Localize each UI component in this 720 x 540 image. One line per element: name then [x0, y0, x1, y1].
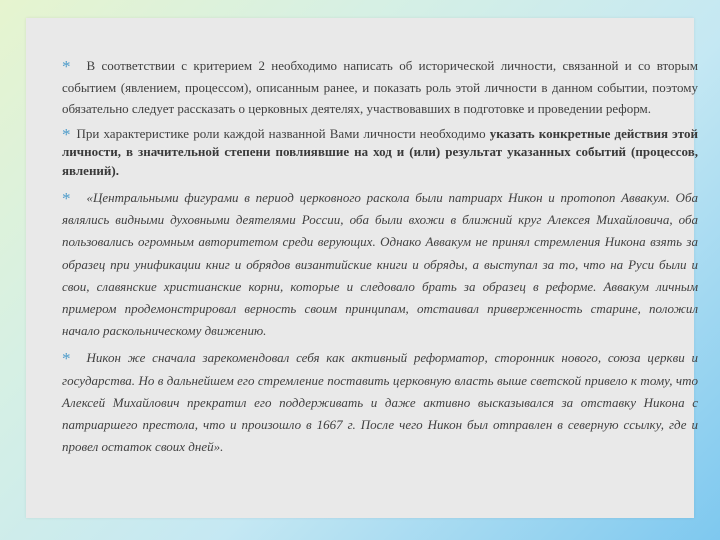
paragraph-quote-avvakum-text: «Центральными фигурами в период церковного раскола были патриарх Никон и протопоп Аввакум. Оба являлись видными духовными деятелями России, оба были вхожи в ближний круг Алексея Михайловича, оба пользовались огромным авторитетом среди верующих. Однако Аввакум не принял стремления Никона взять за образец при унификации книг и обрядов византийские книги и обряды, а выступал за то, что на Руси были и свои, славянские христианские корни, которые и следовало брать за образец в реформе. Аввакум личным примером продемонстрировал верность своим принципам, отстаивал приверженность старине, положил начало раскольническому движению. [62, 190, 698, 339]
paragraph-role [62, 124, 698, 181]
paragraph-role-emphasis: указать конкретные действия этой личности, в значительной степени повлиявшие на ход и (или) результат указанных событий (процессов, явлений). [62, 125, 698, 178]
paragraph-quote-avvakum [62, 186, 698, 342]
bullet-star-icon: * [62, 189, 71, 208]
paragraph-quote-nikon [62, 346, 698, 458]
bullet-star-icon: * [62, 349, 71, 369]
paragraph-criterion [62, 54, 698, 120]
bullet-star-icon: * [62, 57, 71, 76]
slide-content [62, 54, 698, 458]
bullet-star-icon: * [62, 124, 71, 144]
slide-card [26, 18, 698, 518]
paragraph-role-lead: При характеристике роли каждой названной Вами личности необходимо [76, 125, 486, 141]
paragraph-criterion-text: В соответствии с критерием 2 необходимо написать об исторической личности, связанной и со вторым событием (явлением, процессом), описанным ранее, и показать роль этой личности в данном событии, поэтому обязательно следует рассказать о церковных деятелях, участвовавших в подготовке и проведении реформ. [62, 58, 698, 116]
paragraph-quote-nikon-text: Никон же сначала зарекомендовал себя как активный реформатор, сторонник нового, союза церкви и государства. Но в дальнейшем его стремление поставить церковную власть выше светской привело к тому, что Алексей Михайлович прекратил его поддерживать и даже активно высказывался за отставку Никона с патриаршего престола, что и произошло в 1667 г. После чего Никон был отправлен в северную ссылку, где и провел остаток своих дней». [62, 350, 698, 455]
